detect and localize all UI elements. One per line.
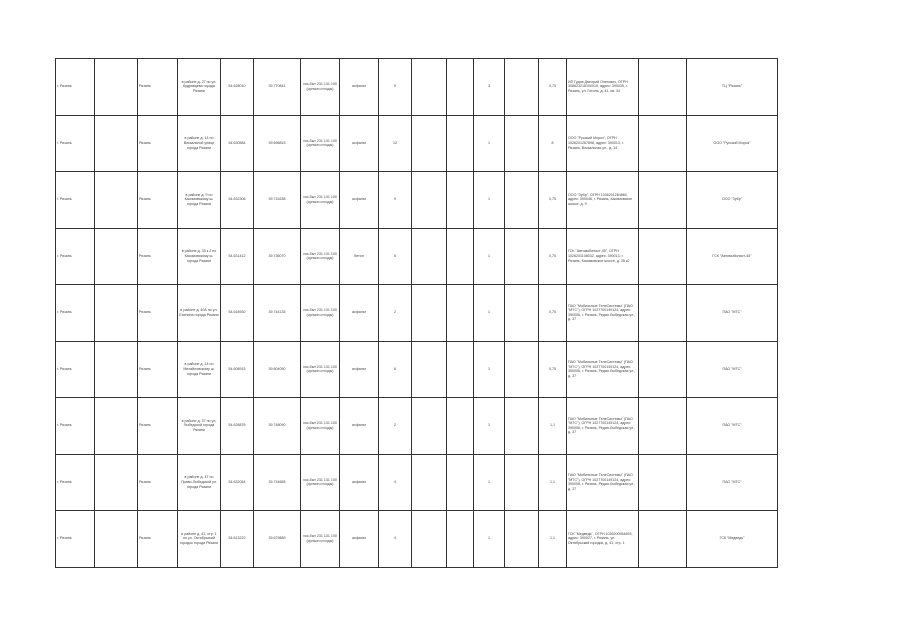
count-cell: 1: [474, 115, 505, 172]
purpose-cell: хоз-быт 231 131 100 (оргмоп.отходы): [301, 454, 340, 511]
table-row: [56, 115, 778, 172]
organization-cell: ООО "Русский Мороз": [687, 115, 778, 172]
city-cell: г. Рязань: [56, 59, 95, 116]
latitude-cell: 54.632306: [221, 172, 254, 229]
table-row: [56, 511, 778, 568]
owner-cell: ПАО "Мобильные ТелеСистемы" (ПАО "МТС"), ОГРН 1027700149124, адрес: 390006, г. Рязань, Редан-Лыбедская ул., д. 37: [567, 285, 639, 342]
empty-cell: [505, 285, 539, 342]
empty-cell: [447, 285, 474, 342]
surface-cell: асфальт: [340, 454, 379, 511]
owner-cell: ПАО "Мобильные ТелеСистемы" (ПАО "МТС"), ОГРН 1027700149124, адрес: 390006, г. Рязань, Редан-Лыбедская ул., д. 37: [567, 341, 639, 398]
address-cell: в районе д. 9 по Касимовскому ш. города Рязани: [178, 172, 221, 229]
surface-cell: асфальт: [340, 341, 379, 398]
empty-cell: [505, 172, 539, 229]
count-cell: 1: [474, 398, 505, 455]
empty-cell: [505, 398, 539, 455]
longitude-cell: 39.736070: [254, 228, 301, 285]
count-cell: 1: [474, 228, 505, 285]
empty-cell: [412, 398, 447, 455]
surface-cell: асфальт: [340, 59, 379, 116]
purpose-cell: хоз-быт 231 131 100 (оргмоп.отходы): [301, 115, 340, 172]
notes-cell: [639, 115, 687, 172]
purpose-cell: хоз-быт 231 131 100 (оргмоп.отходы): [301, 59, 340, 116]
district-cell: Рязань: [138, 115, 178, 172]
empty-cell: [95, 454, 138, 511]
organization-cell: ГСК "Автомобилист-45": [687, 228, 778, 285]
surface-cell: асфальт: [340, 172, 379, 229]
city-cell: г. Рязань: [56, 398, 95, 455]
address-cell: в районе д. 14 по Михайловскому ш. города Рязани: [178, 341, 221, 398]
count-cell: 1: [474, 285, 505, 342]
empty-cell: [447, 511, 474, 568]
volume-cell: 1,1: [539, 398, 567, 455]
longitude-cell: 39.744135: [254, 285, 301, 342]
notes-cell: [639, 172, 687, 229]
purpose-cell: хоз-быт 231 131 100 (оргмоп.отходы): [301, 511, 340, 568]
empty-cell: [505, 228, 539, 285]
empty-cell: [447, 172, 474, 229]
empty-cell: [412, 115, 447, 172]
empty-cell: [505, 454, 539, 511]
notes-cell: [639, 398, 687, 455]
latitude-cell: 54.632054: [221, 454, 254, 511]
owner-cell: ГСК "Автомобилист-45", ОГРН 1026201108032, адрес: 390013, г. Рязань, Касимовское шоссе, д. 35 к2: [567, 228, 639, 285]
registry-table: [55, 58, 778, 568]
empty-cell: [447, 228, 474, 285]
count-cell: 2: [379, 285, 412, 342]
district-cell: Рязань: [138, 341, 178, 398]
longitude-cell: 39.804050: [254, 341, 301, 398]
latitude-cell: 54.628876: [221, 398, 254, 455]
city-cell: г. Рязань: [56, 341, 95, 398]
address-cell: в районе д. 47 по Право-Лыбедской ул. города Рязани: [178, 454, 221, 511]
count-cell: 6: [379, 228, 412, 285]
city-cell: г. Рязань: [56, 285, 95, 342]
latitude-cell: 54.613222: [221, 511, 254, 568]
owner-cell: ООО "Зубр", ОГРН 1036201264860, адрес: 390046, г. Рязань, Касимовское шоссе, д. 9: [567, 172, 639, 229]
longitude-cell: 39.698815: [254, 115, 301, 172]
city-cell: г. Рязань: [56, 172, 95, 229]
address-cell: в районе д. 40А по ул. Есенина города Рязани: [178, 285, 221, 342]
district-cell: Рязань: [138, 511, 178, 568]
empty-cell: [95, 59, 138, 116]
surface-cell: асфальт: [340, 115, 379, 172]
count-cell: 1: [474, 511, 505, 568]
purpose-cell: хоз-быт 231 131 100 (оргмоп.отходы): [301, 398, 340, 455]
count-cell: 9: [379, 172, 412, 229]
empty-cell: [447, 398, 474, 455]
empty-cell: [412, 454, 447, 511]
count-cell: 4: [379, 511, 412, 568]
table-row: [56, 398, 778, 455]
longitude-cell: 39.770841: [254, 59, 301, 116]
longitude-cell: 39.748090: [254, 398, 301, 455]
latitude-cell: 54.630584: [221, 115, 254, 172]
latitude-cell: 54.628010: [221, 59, 254, 116]
empty-cell: [412, 59, 447, 116]
notes-cell: [639, 59, 687, 116]
district-cell: Рязань: [138, 285, 178, 342]
empty-cell: [95, 285, 138, 342]
city-cell: г. Рязань: [56, 115, 95, 172]
empty-cell: [447, 341, 474, 398]
empty-cell: [95, 228, 138, 285]
table-row: [56, 228, 778, 285]
empty-cell: [412, 285, 447, 342]
address-cell: в районе д. 41, стр. 1 по ул. Октябрьский городок города Рязани: [178, 511, 221, 568]
volume-cell: 0,75: [539, 341, 567, 398]
district-cell: Рязань: [138, 172, 178, 229]
surface-cell: асфальт: [340, 285, 379, 342]
notes-cell: [639, 228, 687, 285]
longitude-cell: 39.715258: [254, 172, 301, 229]
district-cell: Рязань: [138, 454, 178, 511]
purpose-cell: хоз-быт 231 131 100 (оргмоп.отходы): [301, 341, 340, 398]
longitude-cell: 39.744665: [254, 454, 301, 511]
volume-cell: 0,75: [539, 285, 567, 342]
surface-cell: бетон: [340, 228, 379, 285]
empty-cell: [447, 115, 474, 172]
count-cell: 5: [379, 59, 412, 116]
organization-cell: ООО "Зубр": [687, 172, 778, 229]
volume-cell: 0,75: [539, 172, 567, 229]
latitude-cell: 54.631412: [221, 228, 254, 285]
empty-cell: [505, 59, 539, 116]
empty-cell: [412, 341, 447, 398]
table-row: [56, 59, 778, 116]
purpose-cell: хоз-быт 231 131 100 (оргмоп.отходы): [301, 228, 340, 285]
empty-cell: [505, 511, 539, 568]
notes-cell: [639, 454, 687, 511]
surface-cell: асфальт: [340, 398, 379, 455]
count-cell: 1: [474, 172, 505, 229]
empty-cell: [412, 511, 447, 568]
notes-cell: [639, 285, 687, 342]
volume-cell: 1,1: [539, 454, 567, 511]
city-cell: г. Рязань: [56, 454, 95, 511]
notes-cell: [639, 341, 687, 398]
owner-cell: ПАО "Мобильные ТелеСистемы" (ПАО "МТС"), ОГРН 1027700149124, адрес: 390006, г. Рязань, Редан-Лыбедская ул., д. 37: [567, 398, 639, 455]
empty-cell: [505, 341, 539, 398]
organization-cell: ПАО "МТС": [687, 341, 778, 398]
owner-cell: ИП Гудов Дмитрий Олегович, ОГРН 308623218100015, адрес: 390035, г. Рязань, ул. Гоголя, д. 41, кв. 34: [567, 59, 639, 116]
address-cell: в районе д. 37 по ул. Лыбедской города Рязани: [178, 398, 221, 455]
empty-cell: [95, 398, 138, 455]
volume-cell: 0,75: [539, 228, 567, 285]
empty-cell: [447, 454, 474, 511]
empty-cell: [95, 341, 138, 398]
volume-cell: 8: [539, 115, 567, 172]
notes-cell: [639, 511, 687, 568]
purpose-cell: хоз-быт 231 131 100 (оргмоп.отходы): [301, 172, 340, 229]
latitude-cell: 54.608915: [221, 341, 254, 398]
table-row: [56, 454, 778, 511]
empty-cell: [447, 59, 474, 116]
organization-cell: ПАО "МТС": [687, 454, 778, 511]
table-row: [56, 285, 778, 342]
empty-cell: [95, 172, 138, 229]
count-cell: 1: [474, 454, 505, 511]
count-cell: 12: [379, 115, 412, 172]
owner-cell: ГСК "Медведь", ОГРН 1026200954893, адрес: 390027, г. Рязань, ул. Октябрьский городок, д. 41, стр. 1: [567, 511, 639, 568]
empty-cell: [95, 115, 138, 172]
owner-cell: ООО "Русский Мороз", ОГРН 1026201267898, адрес: 390013, г. Рязань, Вокзальная ул., д. 14: [567, 115, 639, 172]
count-cell: 2: [379, 398, 412, 455]
surface-cell: асфальт: [340, 511, 379, 568]
empty-cell: [505, 115, 539, 172]
volume-cell: 0,75: [539, 59, 567, 116]
count-cell: 6: [379, 341, 412, 398]
purpose-cell: хоз-быт 231 131 100 (оргмоп.отходы): [301, 285, 340, 342]
city-cell: г. Рязань: [56, 511, 95, 568]
address-cell: в районе д. 35 к 2 по Касимовскому ш. города Рязани: [178, 228, 221, 285]
empty-cell: [412, 228, 447, 285]
address-cell: в районе д. 14 по Вокзальной улице города Рязани: [178, 115, 221, 172]
empty-cell: [412, 172, 447, 229]
count-cell: 3: [474, 59, 505, 116]
organization-cell: ПАО "МТС": [687, 398, 778, 455]
table-row: [56, 172, 778, 229]
city-cell: г. Рязань: [56, 228, 95, 285]
latitude-cell: 54.618930: [221, 285, 254, 342]
organization-cell: ТЦ "Рязань": [687, 59, 778, 116]
organization-cell: ГСК "Медведь": [687, 511, 778, 568]
count-cell: 1: [474, 341, 505, 398]
empty-cell: [95, 511, 138, 568]
longitude-cell: 39.679889: [254, 511, 301, 568]
count-cell: 4: [379, 454, 412, 511]
table-row: [56, 341, 778, 398]
district-cell: Рязань: [138, 398, 178, 455]
owner-cell: ПАО "Мобильные ТелеСистемы" (ПАО "МТС"), ОГРН 1027700149124, адрес: 390006, г. Рязань, Редан-Лыбедская ул., д. 37: [567, 454, 639, 511]
organization-cell: ПАО "МТС": [687, 285, 778, 342]
address-cell: в районе д. 27 по ул. Кудрявцева города Рязани: [178, 59, 221, 116]
district-cell: Рязань: [138, 59, 178, 116]
district-cell: Рязань: [138, 228, 178, 285]
volume-cell: 1,1: [539, 511, 567, 568]
